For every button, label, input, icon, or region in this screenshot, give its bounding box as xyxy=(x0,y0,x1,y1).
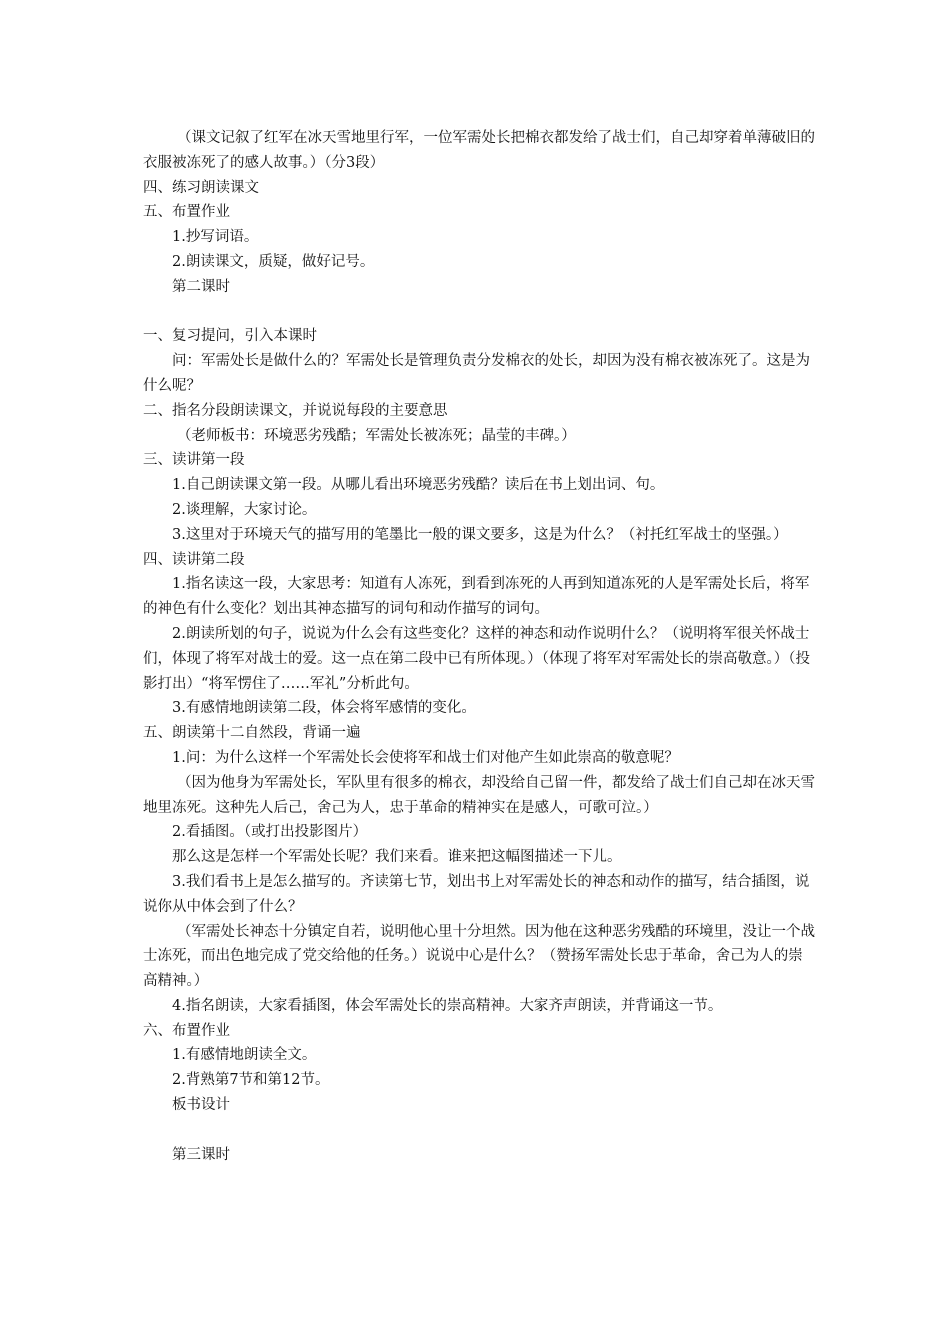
list-item: 1.自己朗读课文第一段。从哪儿看出环境恶劣残酷？读后在书上划出词、句。 xyxy=(172,477,665,494)
list-item: 1.抄写词语。 xyxy=(172,229,259,246)
blank-line xyxy=(143,300,815,325)
list-item: 4.指名朗读，大家看插图，体会军需处长的崇高精神。大家齐声朗读，并背诵这一节。 xyxy=(172,997,723,1014)
intro-summary: （课文记叙了红军在冰天雪地里行军，一位军需处长把棉衣都发给了战士们，自己却穿着单薄破旧的衣服被冻死了的感人故事。）（分3段） xyxy=(143,130,815,171)
blank-line xyxy=(143,1118,815,1143)
section-heading: 三、读讲第一段 xyxy=(143,452,245,469)
list-item: 2.朗读所划的句子，说说为什么会有这些变化？这样的神态和动作说明什么？（说明将军很关怀战士们，体现了将军对战士的爱。这一点在第二段中已有所体现。）（体现了将军对军需处长的崇高敬意。）（投影打出）“将军愣住了……军礼”分析此句。 xyxy=(143,625,810,692)
paragraph: （军需处长神态十分镇定自若，说明他心里十分坦然。因为他在这种恶劣残酷的环境里，没让一个战士冻死，而出色地完成了党交给他的任务。）说说中心是什么？（赞扬军需处长忠于革命，舍己为人的崇高精神。） xyxy=(143,923,815,990)
lesson-title: 第三课时 xyxy=(172,1146,230,1163)
document-body xyxy=(143,126,815,1167)
paragraph: 那么这是怎样一个军需处长呢？我们来看。谁来把这幅图描述一下儿。 xyxy=(172,849,622,866)
list-item: 3.有感情地朗读第二段，体会将军感情的变化。 xyxy=(172,700,476,717)
lesson-title: 第二课时 xyxy=(172,278,230,295)
section-heading: 一、复习提问，引入本课时 xyxy=(143,328,317,345)
list-item: 1.问：为什么这样一个军需处长会使将军和战士们对他产生如此崇高的敬意呢？ xyxy=(172,749,679,766)
list-item: 2.谈理解，大家讨论。 xyxy=(172,501,317,518)
section-heading: 五、朗读第十二自然段，背诵一遍 xyxy=(143,725,361,742)
list-item: 2.背熟第7节和第12节。 xyxy=(172,1072,330,1089)
section-heading: 二、指名分段朗读课文，并说说每段的主要意思 xyxy=(143,402,448,419)
list-item: 3.我们看书上是怎么描写的。齐读第七节，划出书上对军需处长的神态和动作的描写，结合插图，说说你从中体会到了什么？ xyxy=(143,873,810,915)
section-heading: 四、读讲第二段 xyxy=(143,551,245,568)
board-design-label: 板书设计 xyxy=(172,1097,230,1114)
section-heading: 六、布置作业 xyxy=(143,1022,230,1039)
list-item: 3.这里对于环境天气的描写用的笔墨比一般的课文要多，这是为什么？（衬托红军战士的坚强。） xyxy=(172,526,788,543)
section-heading: 五、布置作业 xyxy=(143,204,230,221)
section-heading: 四、练习朗读课文 xyxy=(143,179,259,196)
list-item: 2.看插图。（或打出投影图片） xyxy=(172,824,368,841)
list-item: 1.指名读这一段，大家思考：知道有人冻死，到看到冻死的人再到知道冻死的人是军需处长后，将军的神色有什么变化？划出其神态描写的词句和动作描写的词句。 xyxy=(143,576,810,618)
paragraph: （老师板书：环境恶劣残酷；军需处长被冻死；晶莹的丰碑。） xyxy=(177,427,576,444)
paragraph: （因为他身为军需处长，军队里有很多的棉衣，却没给自己留一件，都发给了战士们自己却在冰天雪地里冻死。这种先人后己，舍己为人，忠于革命的精神实在是感人，可歌可泣。） xyxy=(143,774,815,816)
list-item: 2.朗读课文，质疑，做好记号。 xyxy=(172,253,375,270)
paragraph: 问：军需处长是做什么的？军需处长是管理负责分发棉衣的处长，却因为没有棉衣被冻死了。这是为什么呢？ xyxy=(143,353,810,394)
list-item: 1.有感情地朗读全文。 xyxy=(172,1047,317,1064)
